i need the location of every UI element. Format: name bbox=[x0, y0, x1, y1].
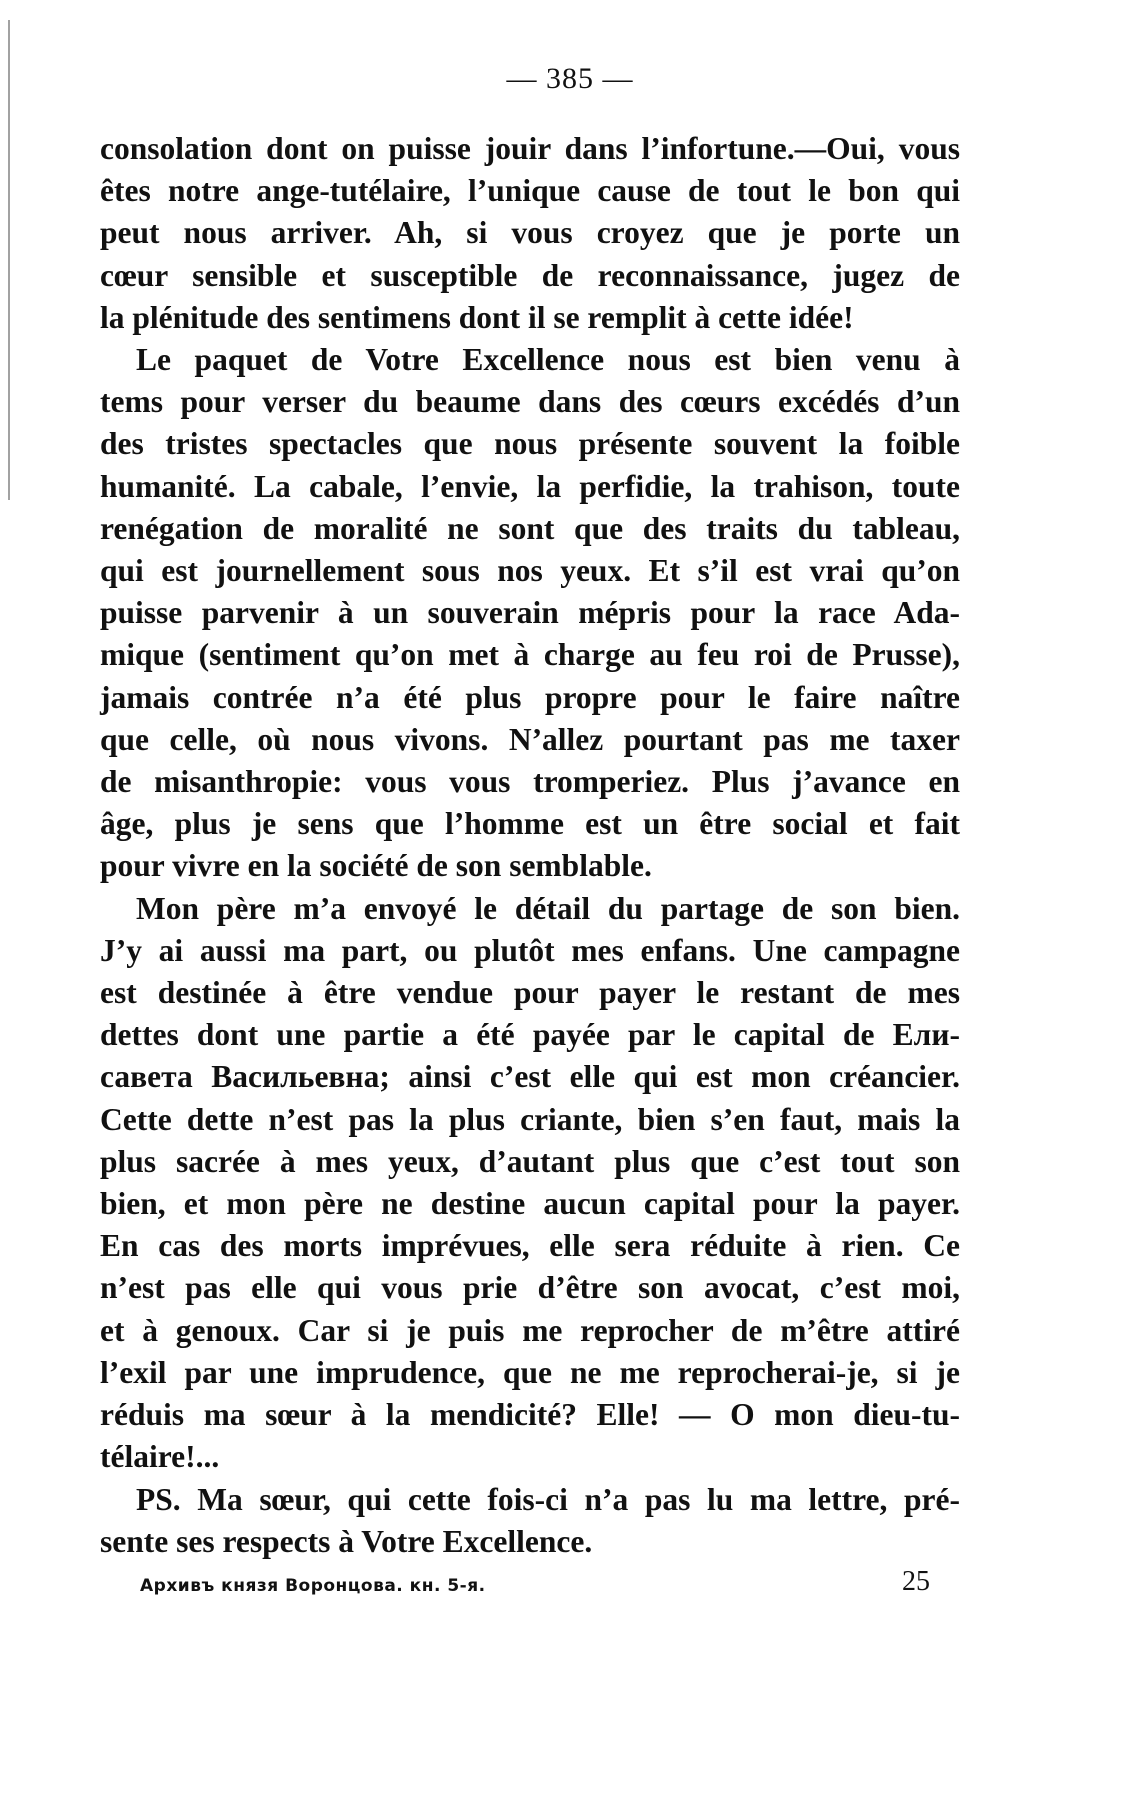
text-line: âge, plus je sens que l’homme est un être social et fait bbox=[100, 806, 960, 842]
text-line: et à genoux. Car si je puis me reprocher de m’être attiré bbox=[100, 1312, 960, 1348]
text-line: dettes dont une partie a été payée par le capital de Ели- bbox=[100, 1017, 960, 1053]
text-line: Le paquet de Votre Excellence nous est bien venu à bbox=[136, 342, 960, 378]
text-line: plus sacrée à mes yeux, d’autant plus que c’est tout son bbox=[100, 1143, 960, 1179]
text-line: est destinée à être vendue pour payer le restant de mes bbox=[100, 975, 960, 1011]
text-line: bien, et mon père ne destine aucun capital pour la payer. bbox=[100, 1186, 960, 1222]
text-line: n’est pas elle qui vous prie d’être son avocat, c’est moi, bbox=[100, 1270, 960, 1306]
footer-source-note: Архивъ князя Воронцова. кн. 5-я. bbox=[140, 1576, 486, 1596]
text-line: des tristes spectacles que nous présente souvent la foible bbox=[100, 426, 960, 462]
page-number: — 385 — bbox=[506, 62, 634, 95]
text-line: peut nous arriver. Ah, si vous croyez que je porte un bbox=[100, 215, 960, 251]
text-line: jamais contrée n’a été plus propre pour le faire naître bbox=[100, 679, 960, 715]
signature-mark: 25 bbox=[902, 1566, 930, 1597]
text-line: de misanthropie: vous vous tromperiez. Plus j’avance en bbox=[100, 764, 960, 800]
text-line: qui est journellement sous nos yeux. Et s’il est vrai qu’on bbox=[100, 553, 960, 589]
text-line: renégation de moralité ne sont que des traits du tableau, bbox=[100, 510, 960, 546]
page-footer bbox=[100, 1566, 960, 1606]
text-line: pour vivre en la société de son semblable. bbox=[100, 848, 652, 884]
text-line: êtes notre ange-tutélaire, l’unique cause de tout le bon qui bbox=[100, 173, 960, 209]
text-line: En cas des morts imprévues, elle sera réduite à rien. Ce bbox=[100, 1228, 960, 1264]
text-line: l’exil par une imprudence, que ne me reprocherai-je, si je bbox=[100, 1354, 960, 1390]
text-line: réduis ma sœur à la mendicité? Elle! — O mon dieu-tu- bbox=[100, 1397, 960, 1433]
letter-body bbox=[100, 128, 960, 1563]
text-line: PS. Ma sœur, qui cette fois-ci n’a pas lu ma lettre, pré- bbox=[136, 1481, 960, 1517]
text-line: Cette dette n’est pas la plus criante, bien s’en faut, mais la bbox=[100, 1101, 960, 1137]
text-line: савета Васильевна; ainsi c’est elle qui est mon créancier. bbox=[100, 1059, 960, 1095]
text-line: que celle, où nous vivons. N’allez pourtant pas me taxer bbox=[100, 721, 960, 757]
text-line: humanité. La cabale, l’envie, la perfidie, la trahison, toute bbox=[100, 468, 960, 504]
text-line: consolation dont on puisse jouir dans l’infortune.—Oui, vous bbox=[100, 131, 960, 166]
text-line: la plénitude des sentimens dont il se remplit à cette idée! bbox=[100, 299, 854, 335]
text-line: sente ses respects à Votre Excellence. bbox=[100, 1523, 593, 1559]
text-line: mique (sentiment qu’on met à charge au feu roi de Prusse), bbox=[100, 637, 960, 673]
text-line: puisse parvenir à un souverain mépris pour la race Ada- bbox=[100, 595, 960, 631]
text-line: Mon père m’a envoyé le détail du partage de son bien. bbox=[136, 890, 960, 926]
text-line: tems pour verser du beaume dans des cœurs excédés d’un bbox=[100, 384, 960, 420]
text-line: J’y ai aussi ma part, ou plutôt mes enfans. Une campagne bbox=[100, 932, 960, 968]
text-line: cœur sensible et susceptible de reconnaissance, jugez de bbox=[100, 257, 960, 293]
text-line: télaire!... bbox=[100, 1439, 220, 1475]
